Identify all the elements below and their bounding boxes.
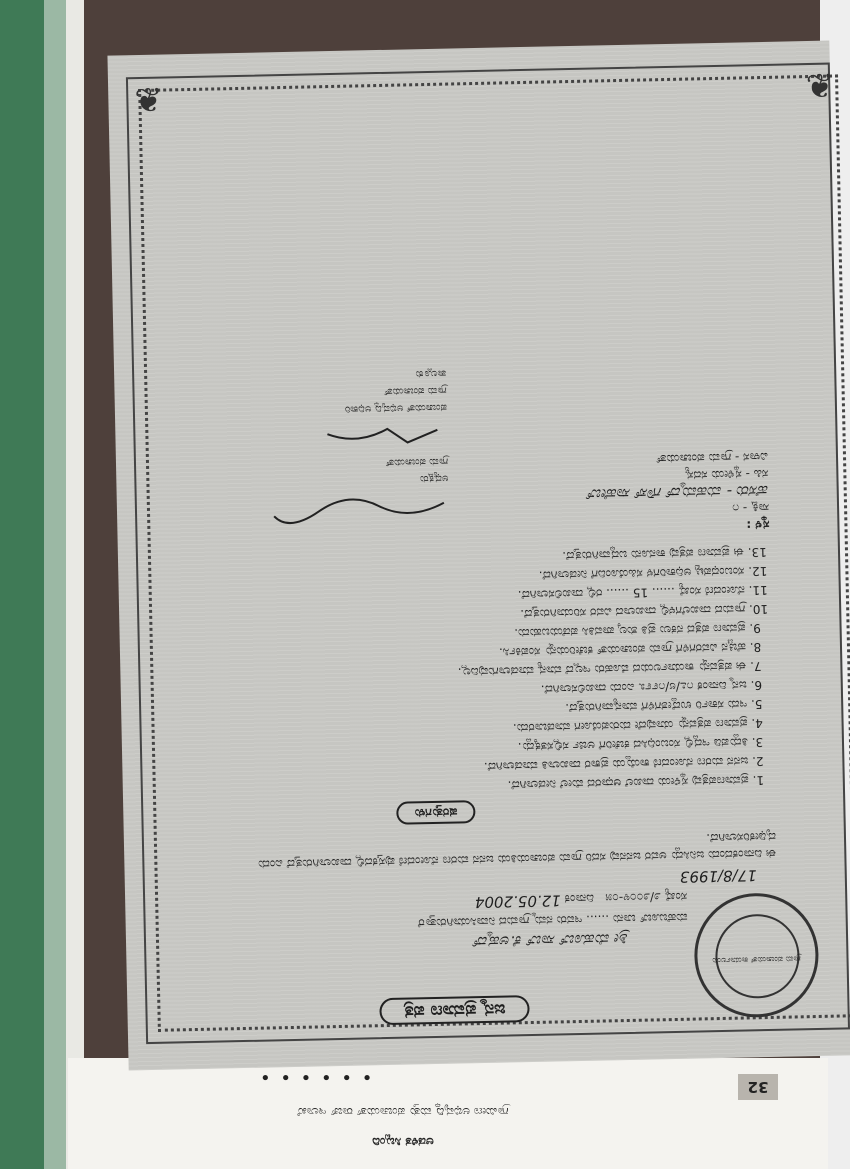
certificate-upside-down [107,41,850,1071]
condition-item: 5. ಇದು ಸರ್ಕಾರಿ ಉದ್ದೇಶಗಳಿಗೆ ಮಾನ್ಯವಾಗಿರುತ್ತದೆ. [211,695,747,723]
seal-text: ಗ್ರಾಮ ಪಂಚಾಯತ್ ಕಾರ್ಯಾಲಯ [712,954,801,966]
page-edge [66,0,86,1169]
condition-item: 3. ತಿದ್ದುಪಡಿ ಇದ್ದಲ್ಲಿ ಸಂಬಂಧಿಸಿದ ಕಚೇರಿಗೆ ಅರ್ಜಿ ಸಲ್ಲಿಸತಕ್ಕದ್ದು. [212,733,748,761]
signature-icon [269,493,450,527]
sign-block-line: ಅಧ್ಯಕ್ಷರು [419,472,449,485]
book-page-line: ಗ್ರಾಮೀಣ ಅಭಿವೃದ್ಧಿ ಮತ್ತು ಪಂಚಾಯತ್ ರಾಜ್ ಇಲಾಖೆ [297,1105,509,1119]
signature-icon [267,422,448,452]
book-page [68,1058,828,1169]
sign-block-line: ಗ್ರಾಮ ಪಂಚಾಯತ್ [385,455,449,468]
witness-line: ಸಾಕ್ಷಿ - ೧ [732,500,770,516]
certificate-title: ಜನ್ಮ ಪ್ರಮಾಣ ಪತ್ರ [380,995,530,1025]
issued-to: ಶ್ರೀ ಮೆಹೂಬ್ ಸಾಬ್ ಕೆ.ಅಹ್ಮದ್ [473,929,629,952]
condition-item: 13. ಈ ಪ್ರಮಾಣ ಪತ್ರವು ಕಾನೂನು ಬದ್ಧವಾಗಿರುತ್ತದೆ. [208,543,744,571]
date-value: 12.05.2004 [474,891,561,912]
book-page-heading: ಆಡಳಿತ ಸಿಬ್ಬಂದಿ [372,1135,434,1149]
sign-block-1 [228,453,449,528]
conditions-list [208,543,775,800]
certificate-sheet [107,41,850,1071]
certificate-content [198,82,801,1029]
condition-item: 12. ಸಂಬಂಧಪಟ್ಟ ಅಧಿಕಾರಿಗಳ ಸಹಿಯೊಂದಿಗೆ ನೀಡಲಾಗಿದೆ. [208,562,744,590]
corner-ornament-icon: ❦ [805,66,835,108]
witness-line: ವಿಳಾಸ - ಗ್ರಾಮ ಪಂಚಾಯತ್ [656,449,769,467]
body-text: ಈ ದಿನಾಂಕದಂದು ಜನಿಸಿದ್ದು ಅವರ ಜನನವು ಸದರಿ ಗ್ರಾಮ ಪಂಚಾಯತಿಯ ಜನನ ಮರಣ ನೋಂದಣಿ ಪುಸ್ತಕದಲ್ಲಿ ದಾಖಲಾಗಿರುತ್ತದೆ ಎಂದು ದೃಢೀಕರಿಸಲಾಗಿದೆ. [258,829,777,872]
date-label: ದಿನಾಂಕ [564,891,595,907]
condition-item: 1. ಪ್ರಮಾಣಪತ್ರವು ಸ್ಥಳೀಯ ದಾಖಲೆ ಆಧಾರದ ಮೇಲೆ ನೀಡಲಾಗಿದೆ. [213,771,749,799]
witness-block [468,448,769,522]
corner-ornament-icon: ❦ [133,80,164,122]
page-number: 32 [738,1074,778,1100]
condition-item: 8. ಹೆಚ್ಚಿನ ವಿವರಗಳಿಗೆ ಗ್ರಾಮ ಪಂಚಾಯತ್ ಕಚೇರಿಯನ್ನು ಸಂಪರ್ಕಿಸಿ. [210,638,746,666]
decorative-dots: • • • • • • [258,1066,373,1087]
conditions-title: ಷರತ್ತುಗಳು [397,800,476,825]
condition-item: 6. ಜನ್ಮ ದಿನಾಂಕ ೧೭/೮/೧೯೯೩ ಎಂದು ದಾಖಲಿಸಲಾಗಿದೆ. [211,676,747,704]
place-label: ಸ್ಥಳ : [746,517,770,533]
sign-block-2 [226,365,448,453]
condition-item: 9. ಪ್ರಮಾಣ ಪತ್ರದ ನಕಲು ಪ್ರತಿ ಶುಲ್ಕ ಪಾವತಿಸಿ ಪಡೆಯಬಹುದು. [210,619,746,647]
reg-number: ಸಂಖ್ಯೆ ೨/೨೦೦೪-೦೫ [605,889,688,906]
sign-block-line: ತಾಲ್ಲೂಕು [415,367,447,380]
green-background-strip [0,0,44,1169]
sign-block-line: ಗ್ರಾಮ ಪಂಚಾಯತ್ [383,384,447,397]
condition-item: 4. ಪ್ರಮಾಣ ಪತ್ರವನ್ನು ಯಾವುದೇ ದುರುಪಯೋಗ ಮಾಡಬಾರದು. [212,714,748,742]
condition-item: 7. ಈ ಪತ್ರವನ್ನು ಕಾರ್ಯಾಲಯದ ಮೊಹರು ಇಲ್ಲದೆ ಮಾನ್ಯ ಮಾಡಲಾಗುವುದಿಲ್ಲ. [210,657,746,685]
name-line: ಮಹೆಬೂಬ್ ಬಾನು ...... ಇವರು ನಮ್ಮ ಗ್ರಾಮದ ನಿವಾಸಿಯಾಗಿರುತ್ತಾರೆ [417,910,688,931]
office-seal [693,892,820,1019]
witness-line: ಸಹಿ - ಸ್ಥಳೀಯ ಸದಸ್ಯ [685,466,769,483]
condition-item: 11. ನೋಂದಣಿ ಸಂಖ್ಯೆ ...... 15 ...... ರಲ್ಲಿ ದಾಖಲಿಸಲಾಗಿದೆ. [209,581,745,609]
condition-item: 2. ಜನನ ಮರಣ ನೋಂದಣಿ ಕಾಯ್ದೆಯ ಪ್ರಕಾರ ದಾಖಲಾತಿ ಮಾಡಲಾಗಿದೆ. [212,752,748,780]
sign-block-line: ಪಂಚಾಯತ್ ಅಭಿವೃದ್ಧಿ ಅಧಿಕಾರಿ [344,401,448,415]
condition-item: 10. ಗ್ರಾಮದ ದಾಖಲೆಗಳಲ್ಲಿ ದಾಖಲಾದ ವಿವರ ಸರಿಯಾಗಿರುತ್ತದೆ. [209,600,745,628]
witness-line: ಹೆಸರು - ಮಹಮ್ಮದ್ ಗೌಸ್ ಸಾಹೇಬ್ [586,481,769,504]
date-of-birth: 17/8/1993 [679,866,757,886]
